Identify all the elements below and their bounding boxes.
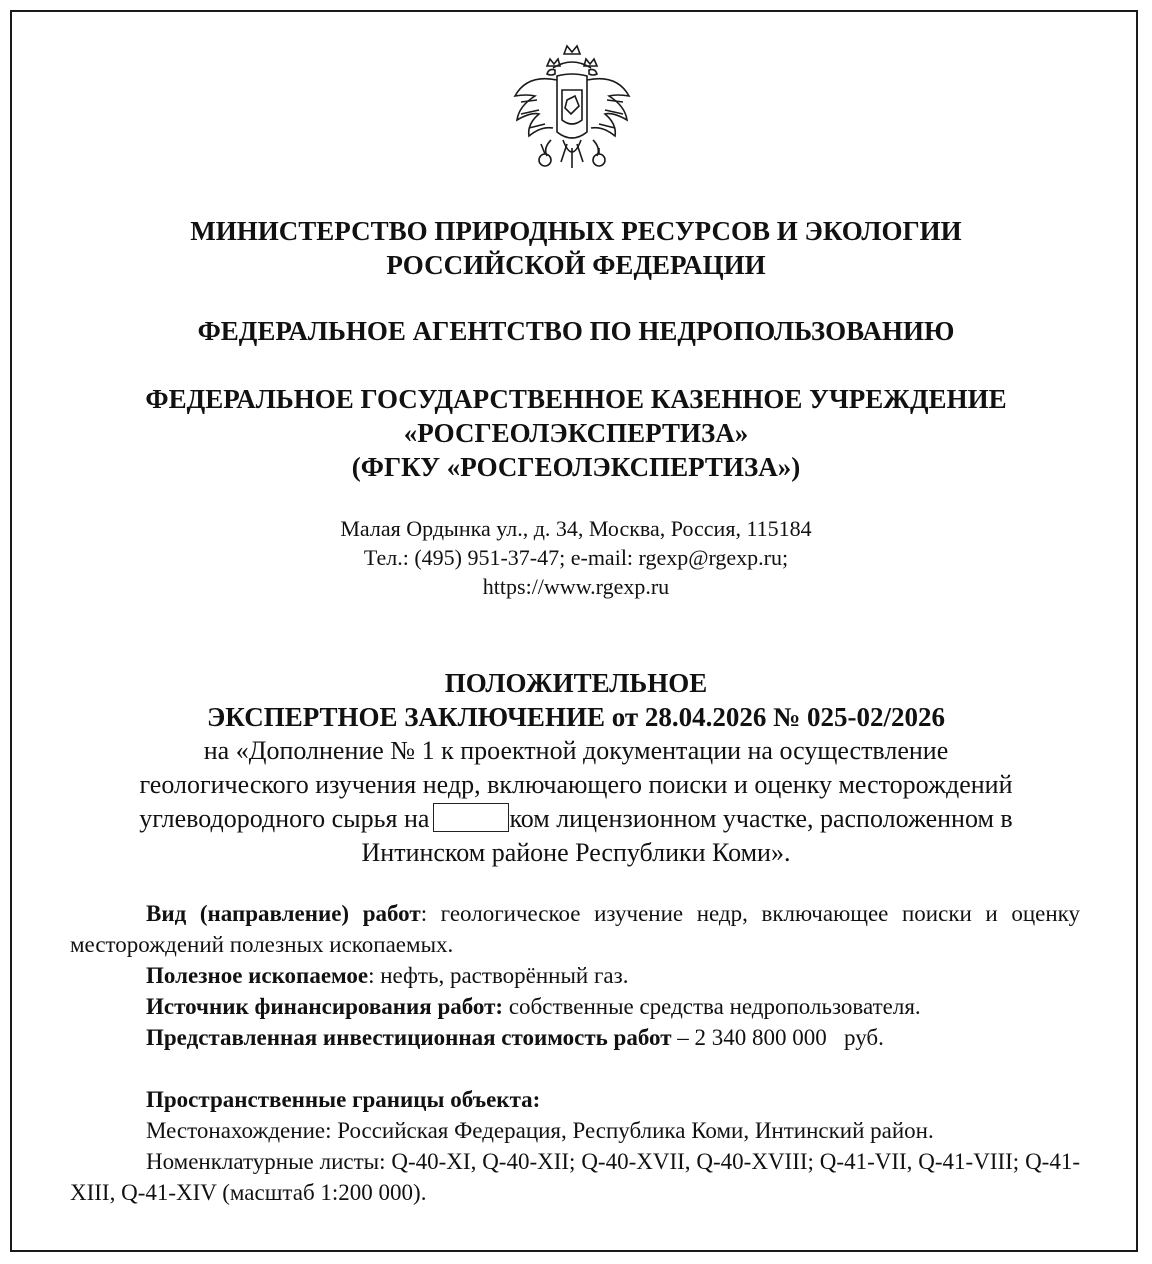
bounds-heading-paragraph: [70, 1084, 1080, 1115]
institution-line-2: «РОСГЕОЛЭКСПЕРТИЗА»: [403, 418, 749, 448]
redacted-name-box: [433, 803, 509, 832]
bounds-heading: Пространственные границы объекта:: [146, 1087, 541, 1112]
conclusion-title-line-1: ПОЛОЖИТЕЛЬНОЕ: [444, 668, 708, 698]
work-type-paragraph: [70, 898, 1080, 960]
conclusion-title-line-2: ЭКСПЕРТНОЕ ЗАКЛЮЧЕНИЕ от 28.04.2026 № 025-02/2026: [206, 702, 945, 732]
description-line-1: на «Дополнение № 1 к проектной документации на осуществление: [203, 736, 949, 765]
description-line-2: геологического изучения недр, включающего поиски и оценку месторождений: [139, 770, 1013, 799]
funding-label: Источник финансирования работ:: [146, 994, 504, 1019]
location-paragraph: Местонахождение: Российская Федерация, Республика Коми, Интинский район.: [146, 1118, 934, 1143]
agency-title: ФЕДЕРАЛЬНОЕ АГЕНТСТВО ПО НЕДРОПОЛЬЗОВАНИЮ: [197, 316, 955, 346]
contact-block: [0, 514, 1152, 601]
ministry-line-2: РОССИЙСКОЙ ФЕДЕРАЦИИ: [386, 250, 766, 280]
description-line-3: [0, 802, 1152, 836]
description-line-3-after: ком лицензионном участке, расположенном в: [509, 804, 1013, 833]
description-line-4: Интинском районе Республики Коми».: [361, 838, 791, 867]
conclusion-title: [0, 666, 1152, 734]
coat-of-arms-emblem: [507, 44, 637, 184]
cost-paragraph: [70, 1022, 1080, 1053]
spacer: [70, 1053, 1080, 1084]
funding-value: собственные средства недропользователя.: [503, 994, 921, 1019]
institution-title: [0, 382, 1152, 484]
mineral-paragraph: [70, 960, 1080, 991]
sheets-paragraph: Номенклатурные листы: Q-40-XI, Q-40-XII; Q-40-XVII, Q-40-XVIII; Q-41-VII, Q-41-VIII; Q-41-XIII, Q-41-XIV (масштаб 1:200 000).: [70, 1149, 1080, 1205]
institution-line-3: (ФГКУ «РОСГЕОЛЭКСПЕРТИЗА»): [351, 452, 801, 482]
mineral-value: : нефть, растворённый газ.: [368, 963, 629, 988]
funding-paragraph: [70, 991, 1080, 1022]
phone-email-text: Тел.: (495) 951-37-47; e-mail: rgexp@rgexp.ru;: [363, 545, 789, 570]
work-type-label: Вид (направление) работ: [146, 901, 421, 926]
conclusion-description: [0, 734, 1152, 870]
ministry-line-1: МИНИСТЕРСТВО ПРИРОДНЫХ РЕСУРСОВ И ЭКОЛОГИИ: [190, 216, 962, 246]
website-text: https://www.rgexp.ru: [482, 574, 670, 599]
details-block: [70, 898, 1080, 1208]
address-text: Малая Ордынка ул., д. 34, Москва, Россия, 115184: [340, 516, 812, 541]
description-line-3-before: углеводородного сырья на: [139, 804, 430, 833]
work-type-value: : геологическое изучение недр, включающее поиски и оценку месторождений полезных ископаемых.: [70, 901, 1081, 957]
cost-label: Представленная инвестиционная стоимость работ: [146, 1025, 672, 1050]
cost-value: – 2 340 800 000 руб.: [671, 1025, 884, 1050]
institution-line-1: ФЕДЕРАЛЬНОЕ ГОСУДАРСТВЕННОЕ КАЗЕННОЕ УЧРЕЖДЕНИЕ: [145, 384, 1007, 414]
ministry-title: [0, 214, 1152, 282]
mineral-label: Полезное ископаемое: [146, 963, 369, 988]
